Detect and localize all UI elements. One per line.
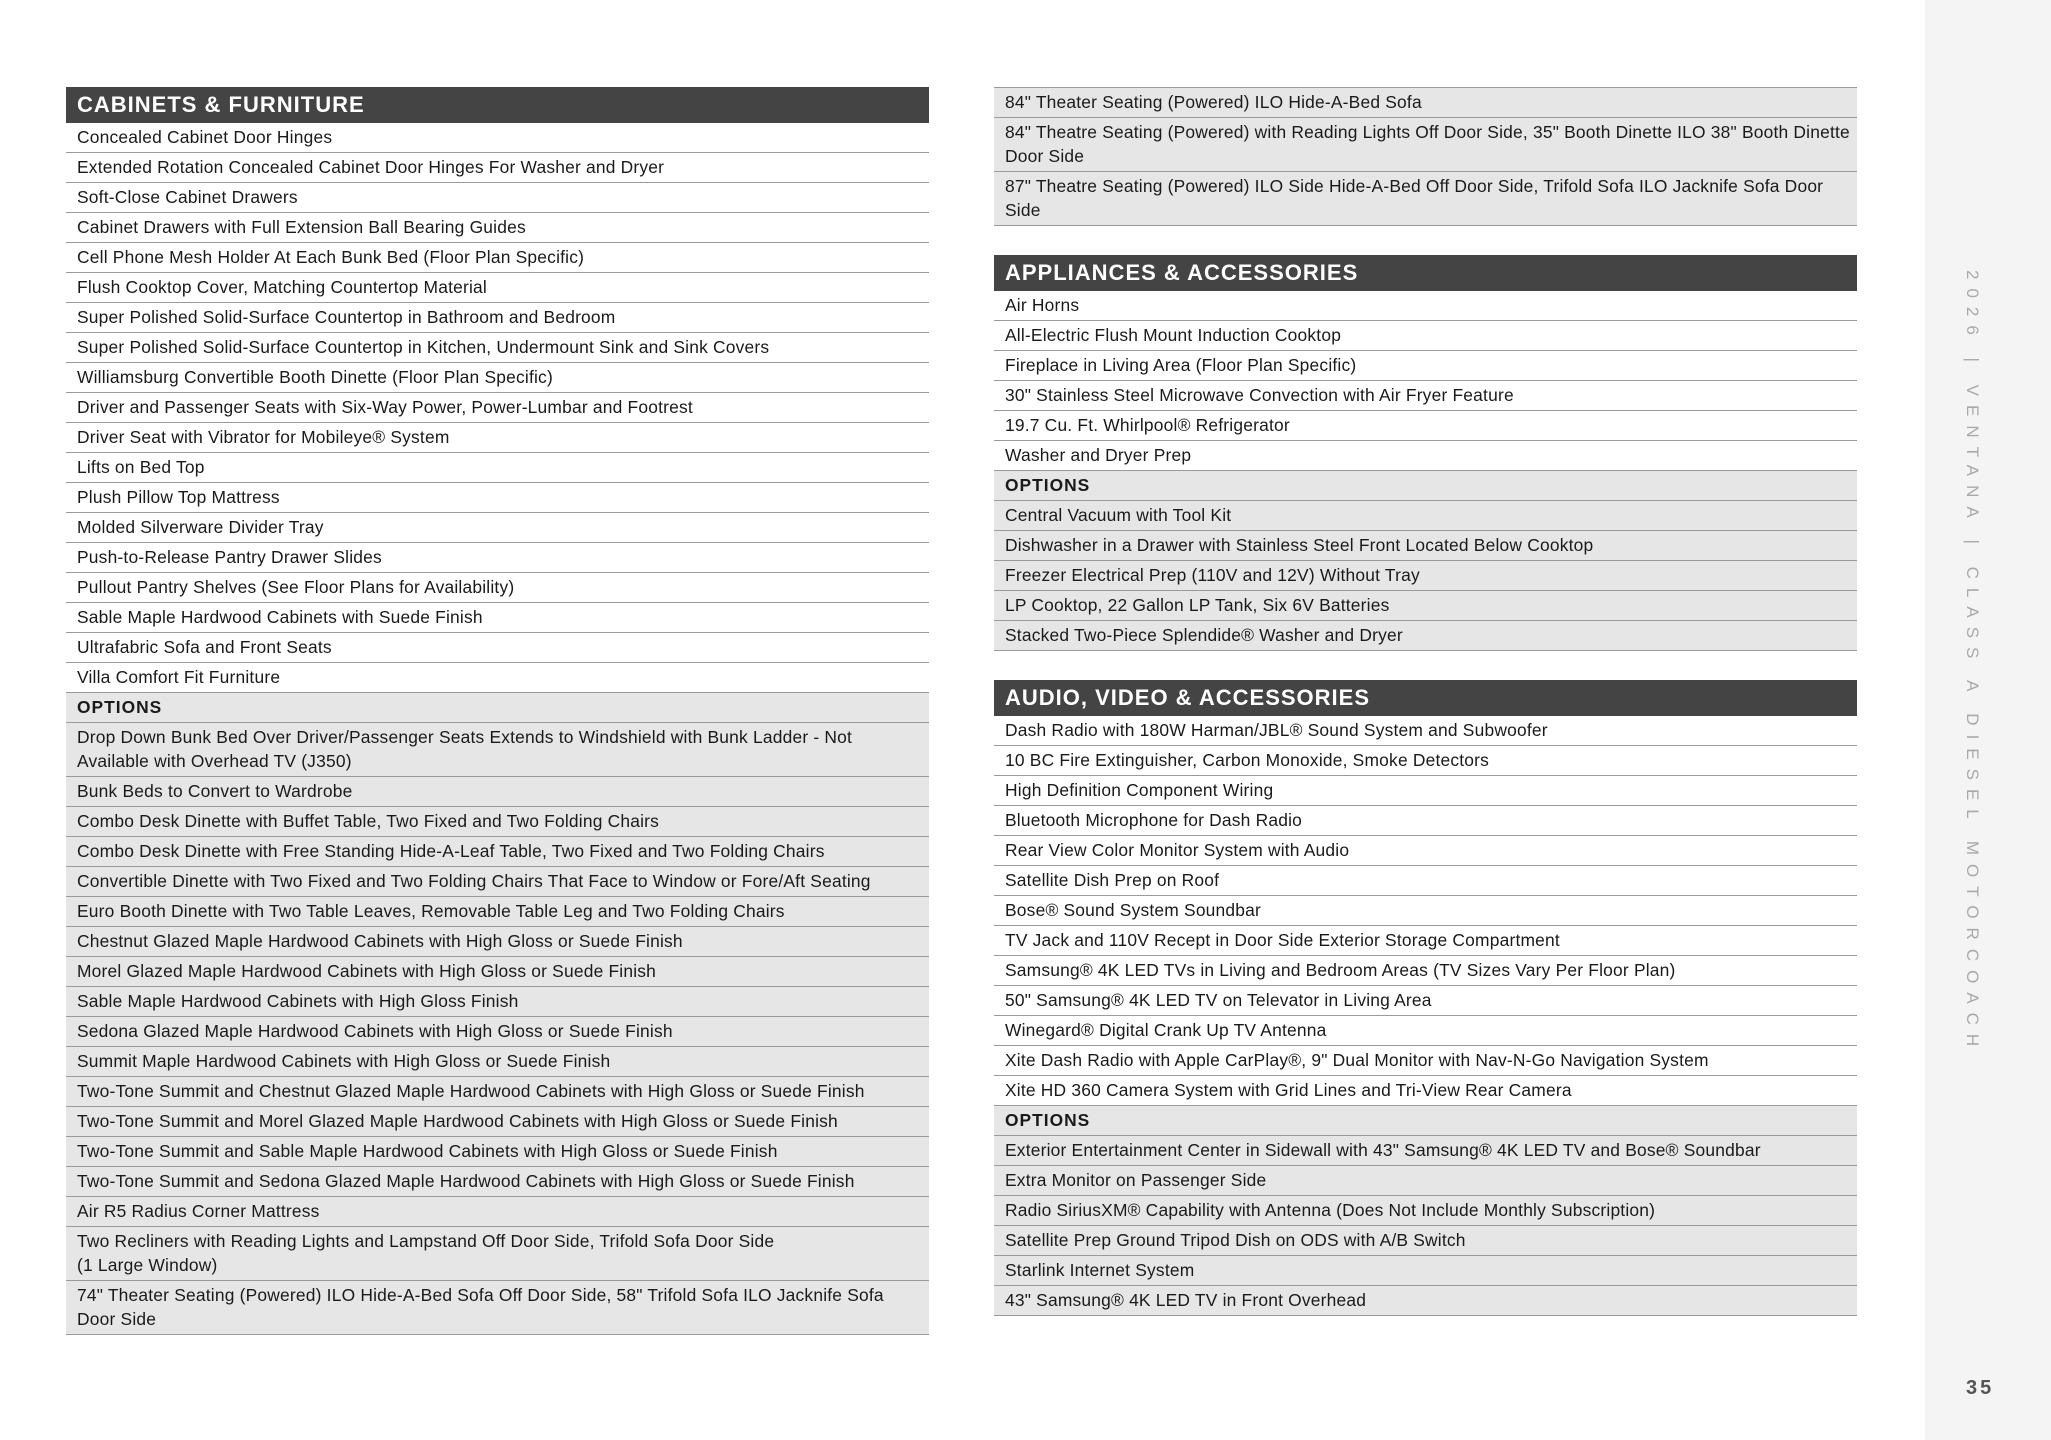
feature-item: 10 BC Fire Extinguisher, Carbon Monoxide, Smoke Detectors bbox=[994, 746, 1857, 776]
feature-item: Fireplace in Living Area (Floor Plan Specific) bbox=[994, 351, 1857, 381]
feature-item: Extended Rotation Concealed Cabinet Door Hinges For Washer and Dryer bbox=[66, 153, 929, 183]
feature-item: Xite Dash Radio with Apple CarPlay®, 9" Dual Monitor with Nav-N-Go Navigation System bbox=[994, 1046, 1857, 1076]
feature-item: Samsung® 4K LED TVs in Living and Bedroom Areas (TV Sizes Vary Per Floor Plan) bbox=[994, 956, 1857, 986]
feature-item: High Definition Component Wiring bbox=[994, 776, 1857, 806]
feature-item: Bluetooth Microphone for Dash Radio bbox=[994, 806, 1857, 836]
feature-item: Williamsburg Convertible Booth Dinette (Floor Plan Specific) bbox=[66, 363, 929, 393]
feature-item: Molded Silverware Divider Tray bbox=[66, 513, 929, 543]
feature-item: Super Polished Solid-Surface Countertop in Kitchen, Undermount Sink and Sink Covers bbox=[66, 333, 929, 363]
feature-item: Dash Radio with 180W Harman/JBL® Sound System and Subwoofer bbox=[994, 716, 1857, 746]
feature-item: Concealed Cabinet Door Hinges bbox=[66, 123, 929, 153]
page-number: 35 bbox=[1966, 1377, 1995, 1399]
feature-item: All-Electric Flush Mount Induction Cooktop bbox=[994, 321, 1857, 351]
section-header-appliances: APPLIANCES & ACCESSORIES bbox=[994, 255, 1857, 291]
feature-item: Villa Comfort Fit Furniture bbox=[66, 663, 929, 693]
option-item: Exterior Entertainment Center in Sidewall with 43" Samsung® 4K LED TV and Bose® Soundbar bbox=[994, 1136, 1857, 1166]
feature-item: Push-to-Release Pantry Drawer Slides bbox=[66, 543, 929, 573]
option-item: Morel Glazed Maple Hardwood Cabinets with High Gloss or Suede Finish bbox=[66, 957, 929, 987]
feature-item: Lifts on Bed Top bbox=[66, 453, 929, 483]
feature-item: Cabinet Drawers with Full Extension Ball Bearing Guides bbox=[66, 213, 929, 243]
feature-item: Driver and Passenger Seats with Six-Way Power, Power-Lumbar and Footrest bbox=[66, 393, 929, 423]
option-item: Bunk Beds to Convert to Wardrobe bbox=[66, 777, 929, 807]
appliances-accessories-section bbox=[994, 255, 1857, 651]
feature-item: Xite HD 360 Camera System with Grid Lines and Tri-View Rear Camera bbox=[994, 1076, 1857, 1106]
option-item: Drop Down Bunk Bed Over Driver/Passenger Seats Extends to Windshield with Bunk Ladder - Not Available with Overhead TV (J350) bbox=[66, 723, 929, 777]
feature-item: Rear View Color Monitor System with Audio bbox=[994, 836, 1857, 866]
feature-item: Plush Pillow Top Mattress bbox=[66, 483, 929, 513]
option-item: 43" Samsung® 4K LED TV in Front Overhead bbox=[994, 1286, 1857, 1316]
option-item: Combo Desk Dinette with Buffet Table, Two Fixed and Two Folding Chairs bbox=[66, 807, 929, 837]
feature-item: Soft-Close Cabinet Drawers bbox=[66, 183, 929, 213]
cabinets-standard-list bbox=[66, 123, 929, 693]
right-column bbox=[994, 87, 1857, 1345]
option-item: Two-Tone Summit and Morel Glazed Maple Hardwood Cabinets with High Gloss or Suede Finish bbox=[66, 1107, 929, 1137]
audio-video-options-list bbox=[994, 1136, 1857, 1316]
option-item: Combo Desk Dinette with Free Standing Hide-A-Leaf Table, Two Fixed and Two Folding Chairs bbox=[66, 837, 929, 867]
option-item: Stacked Two-Piece Splendide® Washer and Dryer bbox=[994, 621, 1857, 651]
section-header-audio-video: AUDIO, VIDEO & ACCESSORIES bbox=[994, 680, 1857, 716]
cabinets-furniture-section bbox=[66, 87, 929, 1335]
audio-video-options-label: OPTIONS bbox=[994, 1106, 1857, 1136]
option-item: 87" Theatre Seating (Powered) ILO Side Hide-A-Bed Off Door Side, Trifold Sofa ILO Jacknife Sofa Door Side bbox=[994, 172, 1857, 226]
option-item: Euro Booth Dinette with Two Table Leaves, Removable Table Leg and Two Folding Chairs bbox=[66, 897, 929, 927]
feature-item: 30" Stainless Steel Microwave Convection with Air Fryer Feature bbox=[994, 381, 1857, 411]
option-item: Dishwasher in a Drawer with Stainless Steel Front Located Below Cooktop bbox=[994, 531, 1857, 561]
option-item: Sable Maple Hardwood Cabinets with High Gloss Finish bbox=[66, 987, 929, 1017]
section-header-cabinets: CABINETS & FURNITURE bbox=[66, 87, 929, 123]
right-margin-strip bbox=[1925, 0, 2051, 1440]
option-item: Two Recliners with Reading Lights and Lampstand Off Door Side, Trifold Sofa Door Side (1 Large Window) bbox=[66, 1227, 929, 1281]
feature-item: Super Polished Solid-Surface Countertop in Bathroom and Bedroom bbox=[66, 303, 929, 333]
audio-video-section bbox=[994, 680, 1857, 1316]
option-item: Two-Tone Summit and Chestnut Glazed Maple Hardwood Cabinets with High Gloss or Suede Finish bbox=[66, 1077, 929, 1107]
feature-item: Driver Seat with Vibrator for Mobileye® System bbox=[66, 423, 929, 453]
appliances-options-list bbox=[994, 501, 1857, 651]
option-item: Satellite Prep Ground Tripod Dish on ODS with A/B Switch bbox=[994, 1226, 1857, 1256]
feature-item: Ultrafabric Sofa and Front Seats bbox=[66, 633, 929, 663]
feature-item: Bose® Sound System Soundbar bbox=[994, 896, 1857, 926]
option-item: Air R5 Radius Corner Mattress bbox=[66, 1197, 929, 1227]
vertical-side-title: 2026 | VENTANA | CLASS A DIESEL MOTORCOACH bbox=[1963, 270, 1982, 1056]
feature-item: Cell Phone Mesh Holder At Each Bunk Bed (Floor Plan Specific) bbox=[66, 243, 929, 273]
appliances-standard-list bbox=[994, 291, 1857, 471]
option-item: 74" Theater Seating (Powered) ILO Hide-A-Bed Sofa Off Door Side, 58" Trifold Sofa ILO Jacknife Sofa Door Side bbox=[66, 1281, 929, 1335]
option-item: Freezer Electrical Prep (110V and 12V) Without Tray bbox=[994, 561, 1857, 591]
option-item: Two-Tone Summit and Sedona Glazed Maple Hardwood Cabinets with High Gloss or Suede Finish bbox=[66, 1167, 929, 1197]
feature-item: Air Horns bbox=[994, 291, 1857, 321]
option-item: Two-Tone Summit and Sable Maple Hardwood Cabinets with High Gloss or Suede Finish bbox=[66, 1137, 929, 1167]
cabinets-options-list bbox=[66, 723, 929, 1335]
option-item: Chestnut Glazed Maple Hardwood Cabinets with High Gloss or Suede Finish bbox=[66, 927, 929, 957]
option-item: Convertible Dinette with Two Fixed and Two Folding Chairs That Face to Window or Fore/Aft Seating bbox=[66, 867, 929, 897]
feature-item: Washer and Dryer Prep bbox=[994, 441, 1857, 471]
option-item: Starlink Internet System bbox=[994, 1256, 1857, 1286]
option-item: 84" Theater Seating (Powered) ILO Hide-A-Bed Sofa bbox=[994, 87, 1857, 118]
continued-options-list bbox=[994, 87, 1857, 226]
option-item: LP Cooktop, 22 Gallon LP Tank, Six 6V Batteries bbox=[994, 591, 1857, 621]
cabinets-options-continued bbox=[994, 87, 1857, 226]
feature-item: 19.7 Cu. Ft. Whirlpool® Refrigerator bbox=[994, 411, 1857, 441]
option-item: Radio SiriusXM® Capability with Antenna (Does Not Include Monthly Subscription) bbox=[994, 1196, 1857, 1226]
option-item: 84" Theatre Seating (Powered) with Reading Lights Off Door Side, 35" Booth Dinette ILO 38" Booth Dinette Door Side bbox=[994, 118, 1857, 172]
feature-item: Pullout Pantry Shelves (See Floor Plans for Availability) bbox=[66, 573, 929, 603]
cabinets-options-label: OPTIONS bbox=[66, 693, 929, 723]
feature-item: Winegard® Digital Crank Up TV Antenna bbox=[994, 1016, 1857, 1046]
option-item: Extra Monitor on Passenger Side bbox=[994, 1166, 1857, 1196]
option-item: Sedona Glazed Maple Hardwood Cabinets with High Gloss or Suede Finish bbox=[66, 1017, 929, 1047]
audio-video-standard-list bbox=[994, 716, 1857, 1106]
option-item: Central Vacuum with Tool Kit bbox=[994, 501, 1857, 531]
feature-item: Satellite Dish Prep on Roof bbox=[994, 866, 1857, 896]
appliances-options-label: OPTIONS bbox=[994, 471, 1857, 501]
feature-item: Sable Maple Hardwood Cabinets with Suede Finish bbox=[66, 603, 929, 633]
left-column bbox=[66, 87, 929, 1364]
feature-item: 50" Samsung® 4K LED TV on Televator in Living Area bbox=[994, 986, 1857, 1016]
feature-item: TV Jack and 110V Recept in Door Side Exterior Storage Compartment bbox=[994, 926, 1857, 956]
option-item: Summit Maple Hardwood Cabinets with High Gloss or Suede Finish bbox=[66, 1047, 929, 1077]
feature-item: Flush Cooktop Cover, Matching Countertop Material bbox=[66, 273, 929, 303]
